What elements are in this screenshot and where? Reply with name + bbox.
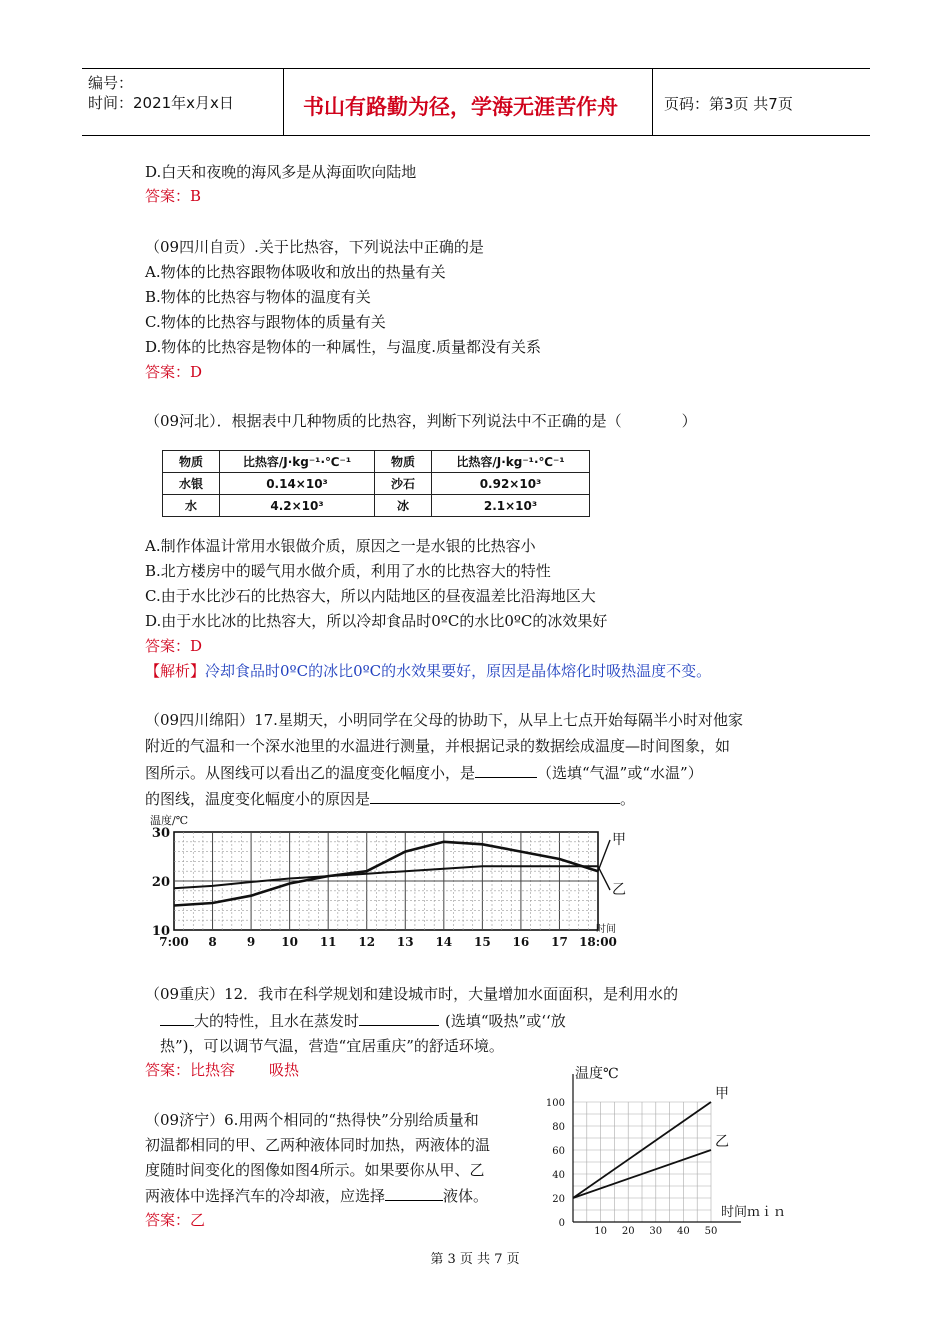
x-tick-label: 20 (621, 1226, 635, 1237)
question-line: （09济宁）6.用两个相同的“热得快”分别给质量和 (145, 1111, 479, 1129)
analysis (145, 661, 711, 681)
option-d: D.由于水比冰的比热容大，所以冷却食品时0ºC的水比0ºC的冰效果好 (145, 612, 608, 630)
liquid-heating-chart (545, 1060, 815, 1240)
option-b: B.物体的比热容与物体的温度有关 (145, 288, 371, 306)
y-tick-label: 80 (552, 1122, 565, 1133)
x-tick-label: 50 (704, 1226, 718, 1237)
question-text: 液体。 (443, 1187, 489, 1205)
series-label: 乙 (612, 882, 626, 898)
question-stem: （09四川自贡）.关于比热容，下列说法中正确的是 (145, 238, 484, 256)
table-cell: 水银 (163, 473, 220, 495)
series-label: 乙 (715, 1134, 729, 1150)
x-tick-label: 7:00 (159, 935, 189, 949)
table-cell: 0.92×10³ (432, 473, 590, 495)
y-tick-label: 20 (151, 875, 170, 890)
footer-text: 第 3 页 共 7 页 (430, 1252, 520, 1267)
answer-value: 吸热 (269, 1061, 300, 1079)
y-tick-label: 60 (552, 1146, 565, 1157)
question-text: 。 (620, 790, 636, 808)
header-page: 页码：第3页 共7页 (664, 95, 793, 113)
table-header-cell: 物质 (375, 451, 432, 473)
y-tick-label: 30 (151, 826, 170, 841)
question-line: 初温都相同的甲、乙两种液体同时加热，两液体的温 (145, 1136, 491, 1154)
question-line (160, 1010, 566, 1031)
series-leader (598, 840, 610, 871)
option-d: D.白天和夜晚的海风多是从海面吹向陆地 (145, 163, 417, 181)
specific-heat-table (162, 450, 590, 517)
question-text: 两液体中选择汽车的冷却液，应选择 (145, 1187, 386, 1205)
header-bottom-rule (82, 135, 870, 136)
question-line (145, 1185, 488, 1206)
question-text: 的图线，温度变化幅度小的原因是 (145, 790, 371, 808)
answer: 答案：B (145, 187, 202, 205)
x-tick-label: 8 (208, 935, 217, 949)
answer-blank[interactable] (359, 1010, 439, 1026)
answer: 答案：乙 (145, 1211, 206, 1229)
answer (145, 1060, 299, 1080)
y-tick-label: 100 (545, 1098, 565, 1109)
x-tick-label: 40 (677, 1226, 690, 1237)
table-header-cell: 比热容/J·kg⁻¹·℃⁻¹ (220, 451, 375, 473)
header-number: 编号： (88, 74, 134, 92)
x-tick-label: 17 (551, 935, 568, 949)
series-leader (598, 866, 610, 890)
question-line (145, 788, 635, 809)
answer-blank[interactable] (370, 788, 620, 804)
question-line: （09重庆）12．我市在科学规划和建设城市时，大量增加水面面积，是利用水的 (145, 985, 679, 1003)
y-axis-label: 温度℃ (575, 1066, 619, 1082)
analysis-tag: 【解析】 (145, 662, 206, 680)
table-header-cell: 物质 (163, 451, 220, 473)
option-c: C.物体的比热容与跟物体的质量有关 (145, 313, 386, 331)
y-tick-label: 40 (552, 1170, 565, 1181)
table-header-cell: 比热容/J·kg⁻¹·℃⁻¹ (432, 451, 590, 473)
table-row (163, 495, 590, 517)
y-tick-label: 0 (558, 1218, 565, 1229)
series-label: 甲 (612, 832, 626, 848)
table-cell: 4.2×10³ (220, 495, 375, 517)
header-divider (652, 68, 653, 135)
question-stem: （09河北）．根据表中几种物质的比热容，判断下列说法中不正确的是（ ） (145, 412, 697, 430)
header-date: 时间：2021年x月x日 (88, 94, 234, 112)
table-row (163, 473, 590, 495)
y-tick-label: 10 (151, 924, 170, 939)
y-axis-label: 温度/℃ (150, 814, 189, 827)
x-tick-label: 10 (281, 935, 298, 949)
option-a: A.制作体温计常用水银做介质，原因之一是水银的比热容小 (145, 537, 536, 555)
question-text: （选填“气温”或“水温”） (537, 764, 703, 782)
answer-label: 答案： (145, 1061, 191, 1079)
x-tick-label: 16 (512, 935, 530, 949)
header-divider (283, 68, 284, 135)
answer-blank[interactable] (475, 762, 537, 778)
x-tick-label: 15 (474, 935, 491, 949)
option-c: C.由于水比沙石的比热容大，所以内陆地区的昼夜温差比沿海地区大 (145, 587, 596, 605)
question-text: (选填“吸热”或‘‘放 (445, 1012, 566, 1030)
question-line: 热”)，可以调节气温，营造“宜居重庆”的舒适环境。 (160, 1037, 504, 1055)
table-cell: 水 (163, 495, 220, 517)
answer-value: 比热容 (190, 1061, 236, 1079)
page-footer (0, 1248, 950, 1267)
question-text: 图所示。从图线可以看出乙的温度变化幅度小，是 (145, 764, 476, 782)
question-line: （09四川绵阳）17.星期天，小明同学在父母的协助下，从早上七点开始每隔半小时对他家 (145, 711, 743, 729)
question-text: 大的特性，且水在蒸发时 (194, 1012, 360, 1030)
table-cell: 0.14×10³ (220, 473, 375, 495)
x-tick-label: 13 (396, 935, 414, 949)
series-label: 甲 (715, 1086, 729, 1102)
analysis-text: 冷却食品时0ºC的冰比0ºC的水效果要好，原因是晶体熔化时吸热温度不变。 (205, 662, 712, 680)
table-cell: 冰 (375, 495, 432, 517)
table-cell: 沙石 (375, 473, 432, 495)
answer-blank[interactable] (385, 1185, 443, 1201)
x-tick-label: 9 (246, 935, 256, 949)
x-axis-label: 时间ｍｉｎ (721, 1205, 787, 1220)
answer: 答案：D (145, 363, 203, 381)
x-tick-label: 30 (649, 1226, 663, 1237)
question-line (145, 762, 703, 783)
header-top-rule (82, 68, 870, 69)
x-tick-label: 11 (319, 935, 337, 949)
answer: 答案：D (145, 637, 203, 655)
y-tick-label: 20 (552, 1194, 565, 1205)
option-b: B.北方楼房中的暖气用水做介质，利用了水的比热容大的特性 (145, 562, 551, 580)
question-line: 附近的气温和一个深水池里的水温进行测量，并根据记录的数据绘成温度—时间图象，如 (145, 737, 731, 755)
x-tick-label: 18:00 (579, 935, 617, 949)
answer-blank[interactable] (160, 1010, 194, 1026)
table-cell: 2.1×10³ (432, 495, 590, 517)
x-tick-label: 14 (435, 935, 453, 949)
x-tick-label: 12 (358, 935, 376, 949)
temperature-time-chart (150, 812, 640, 952)
x-axis-label: 时间 (596, 924, 616, 935)
option-a: A.物体的比热容跟物体吸收和放出的热量有关 (145, 263, 446, 281)
header-motto: 书山有路勤为径，学海无涯苦作舟 (303, 95, 618, 119)
x-tick-label: 10 (594, 1226, 607, 1237)
option-d: D.物体的比热容是物体的一种属性，与温度.质量都没有关系 (145, 338, 542, 356)
question-line: 度随时间变化的图像如图4所示。如果要你从甲、乙 (145, 1161, 485, 1179)
